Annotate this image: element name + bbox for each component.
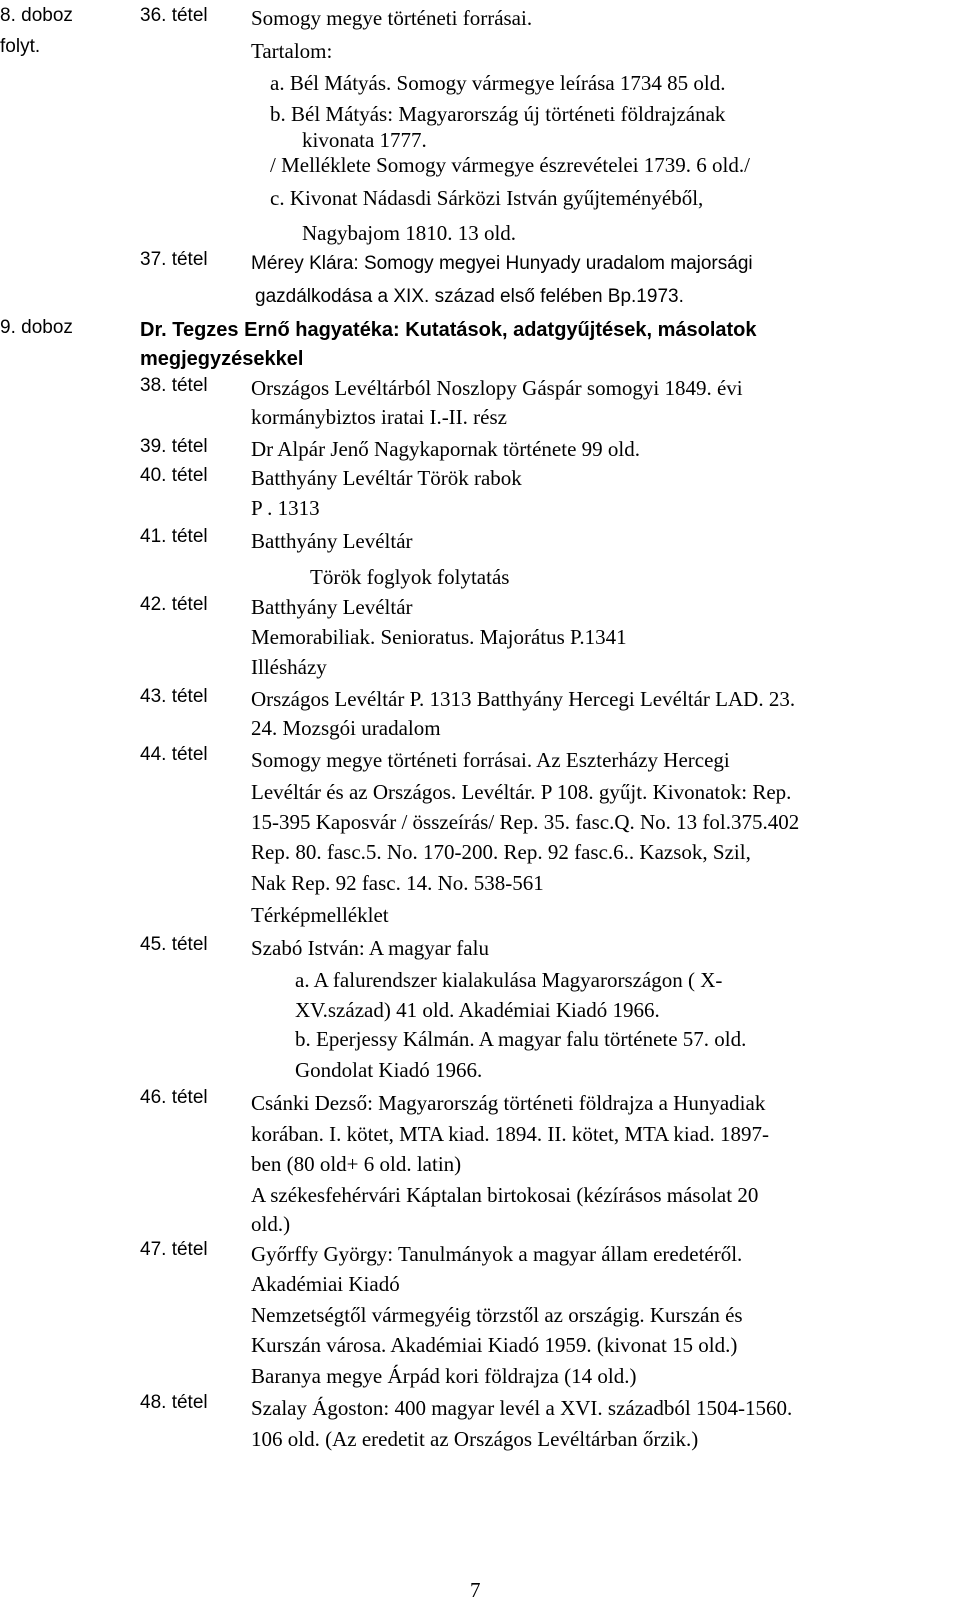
item-title: Batthyány Levéltár (251, 529, 413, 553)
item-number: 44. tétel (140, 744, 208, 765)
item-title: Csánki Dezső: Magyarország történeti földrajza a Hunyadiak (251, 1091, 766, 1115)
item-number: 48. tétel (140, 1392, 208, 1413)
item-text: b. Eperjessy Kálmán. A magyar falu története 57. old. (295, 1027, 747, 1051)
item-text: Memorabiliak. Senioratus. Majorátus P.1341 (251, 625, 627, 649)
item-text: Nemzetségtől vármegyéig törzstől az országig. Kurszán és (251, 1303, 743, 1327)
item-text: gazdálkodása a XIX. század első felében Bp.1973. (255, 286, 684, 307)
item-text: Akadémiai Kiadó (251, 1272, 400, 1296)
item-number: 36. tétel (140, 5, 208, 26)
item-title: Somogy megye történeti forrásai. (251, 6, 533, 30)
item-title: Szalay Ágoston: 400 magyar levél a XVI. századból 1504-1560. (251, 1396, 793, 1420)
box-label: 9. doboz (0, 317, 73, 338)
item-title: Mérey Klára: Somogy megyei Hunyady uradalom majorsági (251, 253, 753, 274)
item-title: Országos Levéltárból Noszlopy Gáspár somogyi 1849. évi (251, 376, 743, 400)
item-text: kivonata 1777. (302, 128, 427, 152)
item-text: A székesfehérvári Káptalan birtokosai (kézírásos másolat 20 (251, 1183, 759, 1207)
item-text: Nak Rep. 92 fasc. 14. No. 538-561 (251, 871, 544, 895)
item-text: / Melléklete Somogy vármegye észrevételei 1739. 6 old./ (270, 153, 750, 177)
item-text: c. Kivonat Nádasdi Sárközi István gyűjteményéből, (270, 186, 704, 210)
page-number: 7 (470, 1578, 481, 1602)
item-text: a. A falurendszer kialakulása Magyarországon ( X- (295, 968, 723, 992)
item-text: Gondolat Kiadó 1966. (295, 1058, 483, 1082)
item-number: 38. tétel (140, 375, 208, 396)
item-text: kormánybiztos iratai I.-II. rész (251, 405, 507, 429)
item-text: Kurszán városa. Akadémiai Kiadó 1959. (kivonat 15 old.) (251, 1333, 738, 1357)
item-number: 45. tétel (140, 934, 208, 955)
item-text: XV.század) 41 old. Akadémiai Kiadó 1966. (295, 998, 660, 1022)
item-text: Térképmelléklet (251, 903, 389, 927)
item-title: Országos Levéltár P. 1313 Batthyány Hercegi Levéltár LAD. 23. (251, 687, 796, 711)
box-label: 8. doboz (0, 5, 73, 26)
item-number: 41. tétel (140, 526, 208, 547)
item-number: 47. tétel (140, 1239, 208, 1260)
item-number: 43. tétel (140, 686, 208, 707)
item-text: Levéltár és az Országos. Levéltár. P 108. gyűjt. Kivonatok: Rep. (251, 780, 792, 804)
item-number: 46. tétel (140, 1087, 208, 1108)
item-number: 42. tétel (140, 594, 208, 615)
item-text: a. Bél Mátyás. Somogy vármegye leírása 1734 85 old. (270, 71, 726, 95)
item-title: Batthyány Levéltár Török rabok (251, 466, 522, 490)
item-title: Batthyány Levéltár (251, 595, 413, 619)
item-text: old.) (251, 1212, 291, 1236)
item-number: 40. tétel (140, 465, 208, 486)
box-label-cont: folyt. (0, 36, 41, 57)
item-text: Török foglyok folytatás (310, 565, 510, 589)
item-text: Rep. 80. fasc.5. No. 170-200. Rep. 92 fasc.6.. Kazsok, Szil, (251, 840, 751, 864)
item-text: P . 1313 (251, 496, 320, 520)
item-title: Somogy megye történeti forrásai. Az Eszterházy Hercegi (251, 748, 730, 772)
item-text: Illésházy (251, 655, 327, 679)
section-heading: Dr. Tegzes Ernő hagyatéka: Kutatások, adatgyűjtések, másolatok (140, 319, 757, 341)
item-text: Tartalom: (251, 39, 333, 63)
item-text: 15-395 Kaposvár / összeírás/ Rep. 35. fasc.Q. No. 13 fol.375.402 (251, 810, 800, 834)
item-text: Baranya megye Árpád kori földrajza (14 old.) (251, 1364, 637, 1388)
item-title: Dr Alpár Jenő Nagykapornak története 99 old. (251, 437, 640, 461)
item-number: 37. tétel (140, 249, 208, 270)
item-title: Győrffy György: Tanulmányok a magyar állam eredetéről. (251, 1242, 743, 1266)
item-text: Nagybajom 1810. 13 old. (302, 221, 517, 245)
item-text: 106 old. (Az eredetit az Országos Levéltárban őrzik.) (251, 1427, 699, 1451)
item-text: 24. Mozsgói uradalom (251, 716, 441, 740)
item-text: korában. I. kötet, MTA kiad. 1894. II. kötet, MTA kiad. 1897- (251, 1122, 770, 1146)
item-text: ben (80 old+ 6 old. latin) (251, 1152, 462, 1176)
item-text: b. Bél Mátyás: Magyarország új történeti földrajzának (270, 102, 726, 126)
section-heading-cont: megjegyzésekkel (140, 348, 304, 370)
item-title: Szabó István: A magyar falu (251, 936, 489, 960)
item-number: 39. tétel (140, 436, 208, 457)
